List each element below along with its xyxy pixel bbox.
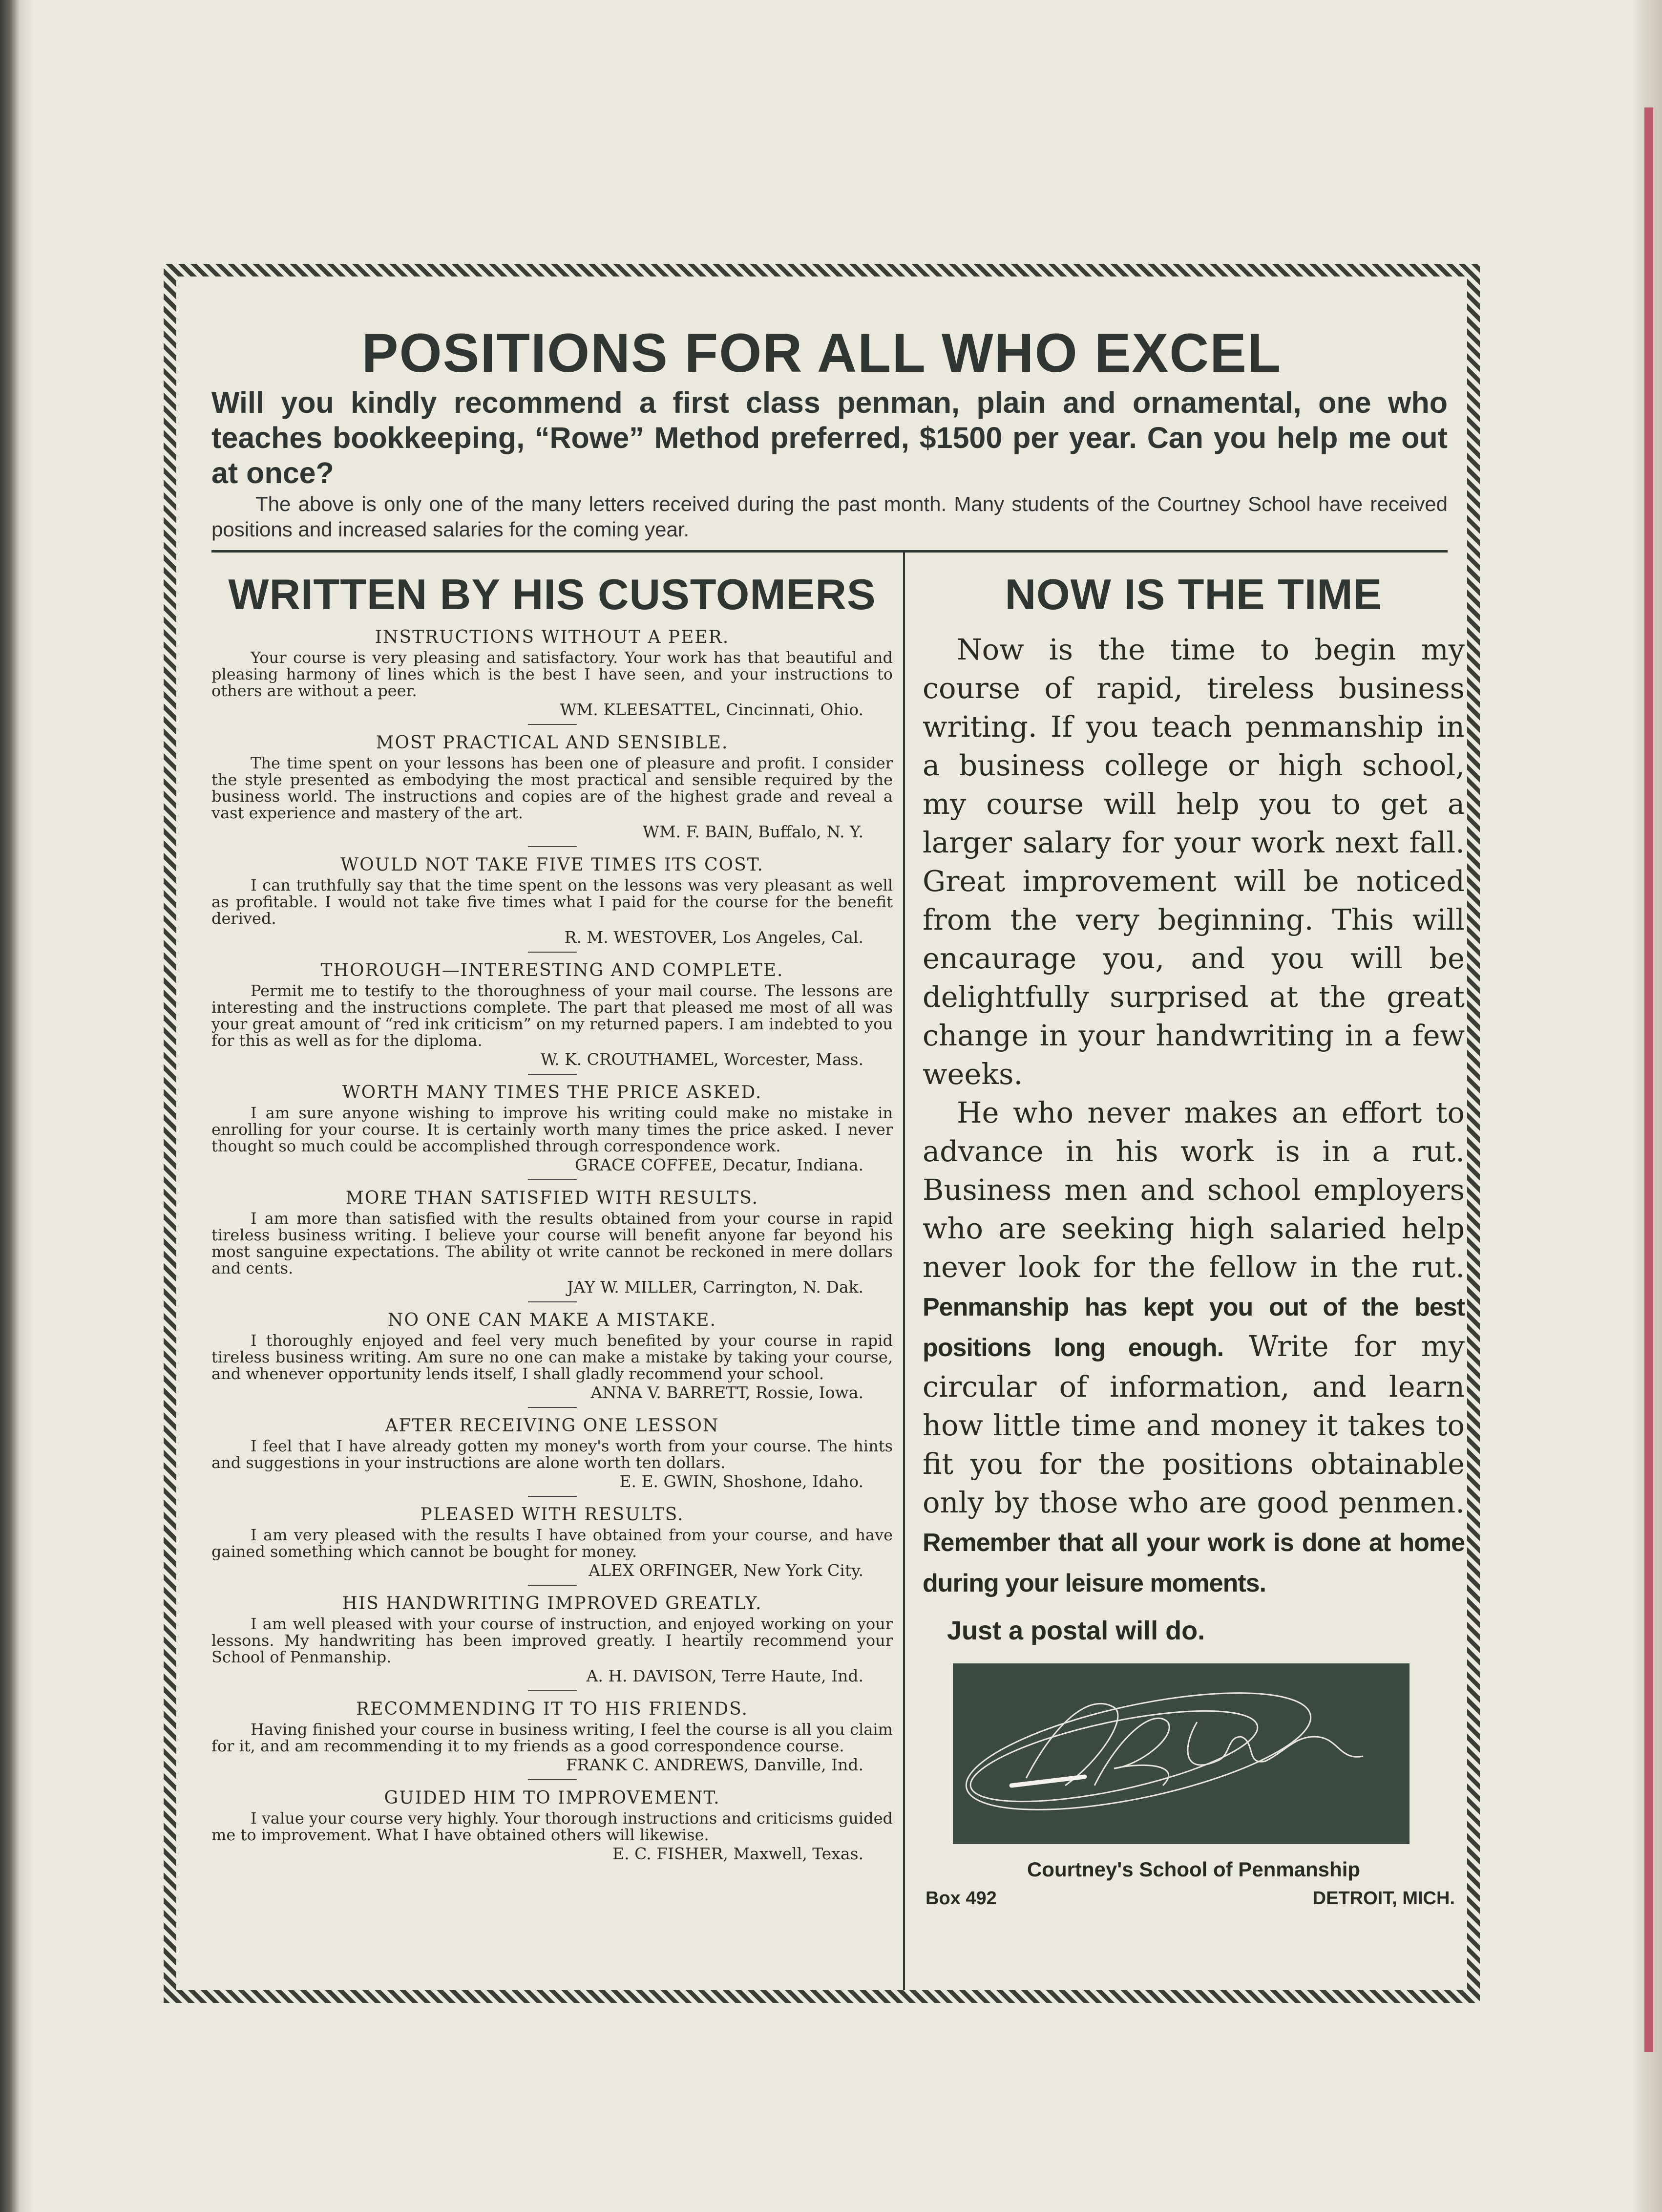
- testimonial-heading: NO ONE CAN MAKE A MISTAKE.: [388, 1310, 716, 1330]
- testimonial: [211, 1188, 893, 1302]
- paragraph-2-bold: Penmanship has kept you out of the best positions long enough.: [923, 1293, 1465, 1362]
- testimonial-heading: THOROUGH—INTERESTING AND COMPLETE.: [320, 960, 784, 980]
- testimonial-heading: INSTRUCTIONS WITHOUT A PEER.: [375, 627, 730, 647]
- paragraph-2-bold-end: Remember that all your work is done at home during your leisure moments.: [923, 1529, 1465, 1597]
- right-column-title: NOW IS THE TIME: [1005, 570, 1383, 618]
- box-number: Box 492: [926, 1888, 997, 1909]
- now-is-the-time-column: [923, 570, 1465, 1909]
- book-spine-shadow: [0, 0, 33, 2212]
- testimonial-signature: E. C. FISHER, Maxwell, Texas.: [612, 1844, 863, 1863]
- testimonial-separator: [528, 846, 577, 847]
- testimonial: [211, 1505, 893, 1586]
- testimonial-heading: WORTH MANY TIMES THE PRICE ASKED.: [342, 1083, 762, 1103]
- testimonial-signature: JAY W. MILLER, Carrington, N. Dak.: [567, 1277, 863, 1297]
- horizontal-divider: [211, 550, 1448, 553]
- signature-plate: [953, 1663, 1410, 1844]
- testimonial-body: I am more than satisfied with the results obtained from your course in rapid tireless business writing. I believe your course will benefit anyone far beyond his most sanguine expectations. The ability ot write cannot be reckoned in mere dollars and cents.: [211, 1209, 893, 1277]
- testimonial-heading: MOST PRACTICAL AND SENSIBLE.: [376, 733, 729, 753]
- testimonial-signature: R. M. WESTOVER, Los Angeles, Cal.: [564, 928, 863, 947]
- advertisement-border: [164, 264, 1480, 2003]
- testimonial-separator: [528, 1301, 577, 1302]
- lead-paragraph: Will you kindly recommend a first class penman, plain and ornamental, one who teaches bookkeeping, “Rowe” Method preferred, $1500 per year. Can you help me out at once?: [211, 386, 1448, 489]
- testimonial-body: Your course is very pleasing and satisfactory. Your work has that beautiful and pleasing harmony of lines which is the best I have seen, and your instructions to others are without a peer.: [211, 648, 893, 700]
- city: DETROIT, MICH.: [1312, 1888, 1455, 1909]
- testimonial-body: I am well pleased with your course of instruction, and enjoyed working on your lessons. My handwriting has been improved greatly. I heartily recommend your School of Penmanship.: [211, 1615, 893, 1666]
- testimonial: [211, 1594, 893, 1691]
- testimonial-signature: WM. KLEESATTEL, Cincinnati, Ohio.: [560, 700, 863, 719]
- testimonial-heading: MORE THAN SATISFIED WITH RESULTS.: [345, 1188, 759, 1208]
- testimonial-heading: PLEASED WITH RESULTS.: [420, 1505, 684, 1525]
- testimonial-heading: RECOMMENDING IT TO HIS FRIENDS.: [356, 1699, 748, 1719]
- testimonial-body: The time spent on your lessons has been one of pleasure and profit. I consider the style presented as embodying the most practical and sensible required by the business world. The instructions and copies are of the highest grade and reveal a vast experience and mastery of the art.: [211, 754, 893, 822]
- testimonial: [211, 960, 893, 1075]
- school-name: Courtney's School of Penmanship: [1027, 1858, 1361, 1881]
- paragraph-2-start: He who never makes an effort to advance in his work is in a rut. Business men and school employers who are seeking high salaried help never look for the fellow in the rut.: [923, 1096, 1465, 1284]
- testimonial-signature: E. E. GWIN, Shoshone, Idaho.: [619, 1472, 863, 1491]
- testimonial: [211, 1310, 893, 1408]
- testimonial-heading: GUIDED HIM TO IMPROVEMENT.: [384, 1788, 720, 1808]
- testimonial-signature: WM. F. BAIN, Buffalo, N. Y.: [642, 822, 863, 841]
- testimonial-heading: HIS HANDWRITING IMPROVED GREATLY.: [342, 1594, 762, 1614]
- testimonial: [211, 627, 893, 725]
- testimonial-body: I value your course very highly. Your thorough instructions and criticisms guided me to improvement. What I have obtained others will likewise.: [211, 1809, 893, 1844]
- testimonial-heading: AFTER RECEIVING ONE LESSON: [385, 1416, 719, 1436]
- testimonial-separator: [528, 724, 577, 725]
- testimonial-separator: [528, 1496, 577, 1497]
- testimonials-column: [211, 570, 893, 1867]
- advertisement: [176, 276, 1467, 1990]
- postal-line: Just a postal will do.: [947, 1616, 1205, 1645]
- testimonial-separator: [528, 952, 577, 953]
- testimonial-separator: [528, 1779, 577, 1780]
- testimonial-body: I am very pleased with the results I have obtained from your course, and have gained something which cannot be bought for money.: [211, 1526, 893, 1561]
- testimonial-body: I thoroughly enjoyed and feel very much benefited by your course in rapid tireless business writing. Am sure no one can make a mistake by taking your course, and whenever opportunity lends itself, I shall gladly recommend your school.: [211, 1331, 893, 1383]
- signature-flourish-icon: [953, 1663, 1410, 1844]
- testimonial-separator: [528, 1179, 577, 1180]
- testimonial-separator: [528, 1690, 577, 1691]
- testimonial-body: Having finished your course in business writing, I feel the course is all you claim for it, and am recommending it to my friends as a good correspondence course.: [211, 1720, 893, 1755]
- testimonial-signature: FRANK C. ANDREWS, Danville, Ind.: [566, 1755, 863, 1774]
- right-column-body: [923, 630, 1465, 1603]
- testimonial: [211, 1083, 893, 1180]
- testimonial-signature: GRACE COFFEE, Decatur, Indiana.: [575, 1155, 863, 1174]
- testimonial-list: [211, 627, 893, 1863]
- testimonial-body: Permit me to testify to the thoroughness of your mail course. The lessons are interesting and the instructions complete. The part that pleased me most of all was your great amount of “red ink criticism” on my returned papers. I am indebted to you for this as well as for the diploma.: [211, 981, 893, 1050]
- paragraph-1: Now is the time to begin my course of rapid, tireless business writing. If you teach penmanship in a business college or high school, my course will help you to get a larger salary for your work next fall. Great improvement will be noticed from the very beginning. This will encaurage you, and you will be delightfully surprised at the great change in your handwriting in a few weeks.: [923, 633, 1465, 1091]
- testimonial: [211, 855, 893, 953]
- testimonial: [211, 1788, 893, 1863]
- paragraph-2-mid: Write for my circular of information, and learn how little time and money it takes to fit you for the positions obtainable only by those who are good penmen.: [923, 1329, 1465, 1519]
- testimonial-heading: WOULD NOT TAKE FIVE TIMES ITS COST.: [340, 855, 764, 875]
- testimonial-separator: [528, 1407, 577, 1408]
- address-line: [923, 1888, 1465, 1909]
- testimonial-signature: A. H. DAVISON, Terre Haute, Ind.: [586, 1666, 863, 1685]
- testimonial: [211, 733, 893, 847]
- vertical-divider: [903, 553, 905, 1990]
- testimonial-separator: [528, 1585, 577, 1586]
- testimonial: [211, 1699, 893, 1780]
- testimonial: [211, 1416, 893, 1497]
- testimonials-title: WRITTEN BY HIS CUSTOMERS: [228, 570, 876, 618]
- headline: POSITIONS FOR ALL WHO EXCEL: [361, 322, 1282, 383]
- page-edge-red-stain: [1644, 107, 1653, 2052]
- note-paragraph: The above is only one of the many letters received during the past month. Many students of the Courtney School have received positions and increased salaries for the coming year.: [211, 492, 1448, 541]
- testimonial-signature: ALEX ORFINGER, New York City.: [589, 1561, 863, 1580]
- testimonial-body: I am sure anyone wishing to improve his writing could make no mistake in enrolling for your course. It is certainly worth many times the price asked. I never thought so much could be accomplished through correspondence work.: [211, 1104, 893, 1155]
- paragraph-2: [923, 1093, 1465, 1603]
- testimonial-signature: W. K. CROUTHAMEL, Worcester, Mass.: [540, 1050, 863, 1069]
- testimonial-body: I can truthfully say that the time spent on the lessons was very pleasant as well as profitable. I would not take five times what I paid for the course for the benefit derived.: [211, 876, 893, 928]
- testimonial-body: I feel that I have already gotten my money's worth from your course. The hints and suggestions in your instructions are alone worth ten dollars.: [211, 1437, 893, 1472]
- testimonial-separator: [528, 1074, 577, 1075]
- testimonial-signature: ANNA V. BARRETT, Rossie, Iowa.: [590, 1383, 863, 1402]
